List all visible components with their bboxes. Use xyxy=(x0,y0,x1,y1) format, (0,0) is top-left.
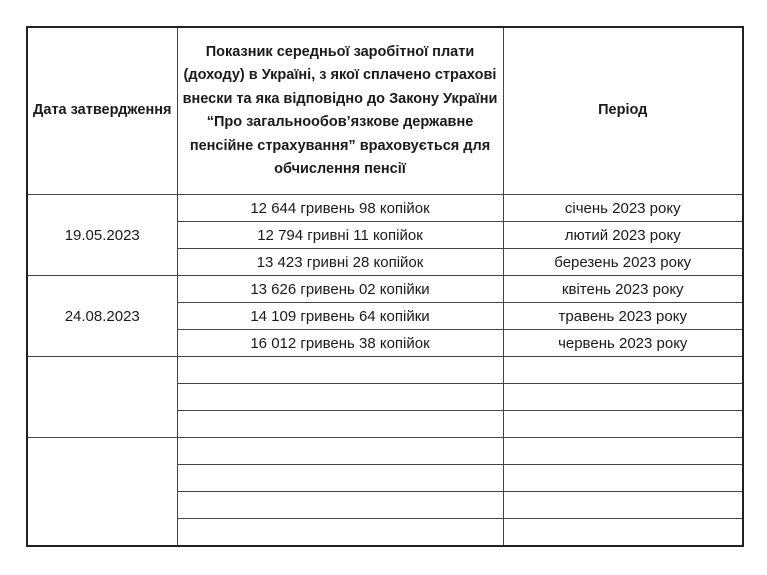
amount-cell xyxy=(177,357,503,384)
table-header-row xyxy=(27,27,743,195)
period-cell xyxy=(503,492,743,519)
header-date: Дата затвердження xyxy=(27,27,177,195)
amount-cell xyxy=(177,492,503,519)
header-indicator: Показник середньої заробітної плати (доходу) в Україні, з якої сплачено страхові внески та яка відповідно до Закону України “Про загальнообов’язкове державне пенсійне страхування” враховується для обчислення пенсії xyxy=(177,27,503,195)
table-row xyxy=(27,195,743,222)
period-cell xyxy=(503,411,743,438)
amount-cell: 13 423 гривні 28 копійок xyxy=(177,249,503,276)
period-cell xyxy=(503,438,743,465)
period-cell: січень 2023 року xyxy=(503,195,743,222)
period-cell xyxy=(503,465,743,492)
period-cell: травень 2023 року xyxy=(503,303,743,330)
amount-cell xyxy=(177,384,503,411)
table-row xyxy=(27,438,743,465)
amount-cell xyxy=(177,411,503,438)
amount-cell: 16 012 гривень 38 копійок xyxy=(177,330,503,357)
wage-table xyxy=(26,26,744,547)
amount-cell: 12 644 гривень 98 копійок xyxy=(177,195,503,222)
approval-date-cell xyxy=(27,438,177,547)
period-cell: червень 2023 року xyxy=(503,330,743,357)
period-cell xyxy=(503,384,743,411)
amount-cell: 12 794 гривні 11 копійок xyxy=(177,222,503,249)
period-cell xyxy=(503,357,743,384)
amount-cell xyxy=(177,438,503,465)
period-cell: березень 2023 року xyxy=(503,249,743,276)
approval-date-cell: 19.05.2023 xyxy=(27,195,177,276)
table-row xyxy=(27,276,743,303)
amount-cell: 13 626 гривень 02 копійки xyxy=(177,276,503,303)
approval-date-cell: 24.08.2023 xyxy=(27,276,177,357)
period-cell: лютий 2023 року xyxy=(503,222,743,249)
approval-date-cell xyxy=(27,357,177,438)
period-cell xyxy=(503,519,743,547)
header-period: Період xyxy=(503,27,743,195)
amount-cell xyxy=(177,519,503,547)
amount-cell xyxy=(177,465,503,492)
amount-cell: 14 109 гривень 64 копійки xyxy=(177,303,503,330)
table-row xyxy=(27,357,743,384)
period-cell: квітень 2023 року xyxy=(503,276,743,303)
